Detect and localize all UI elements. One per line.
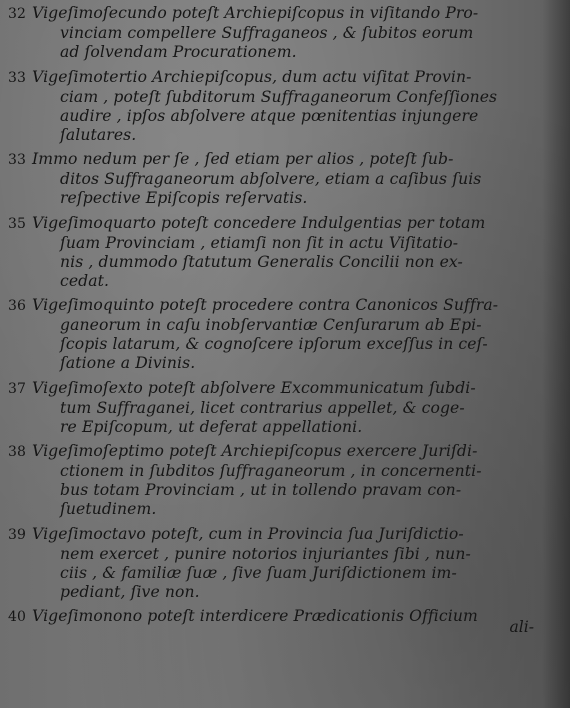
entry-number: 36 <box>8 298 27 314</box>
entry-line: 39 Vigeſimoctavo poteſt, cum in Provincia ſua Juriſdictio- <box>8 524 464 543</box>
entry-line: ciam , poteſt ſubditorum Suffraganeorum Confeſſiones <box>60 87 498 106</box>
entry-line: reſpective Epiſcopis reſervatis. <box>60 189 308 207</box>
entry-line: ſatione a Divinis. <box>60 354 196 372</box>
entry-line: 36 Vigeſimoquinto poteſt procedere contra Canonicos Suffra- <box>8 296 499 314</box>
entry-line: 37 Vigeſimoſexto poteſt abſolvere Excommunicatum ſubdi- <box>8 378 476 397</box>
catchword: ali- <box>509 618 534 636</box>
entry-39 <box>8 525 536 602</box>
entry-line: re Epiſcopum, ut deferat appellationi. <box>60 417 363 436</box>
entry-32 <box>8 4 536 62</box>
entry-line: ganeorum in caſu inobſervantiæ Cenſurarum ab Epi- <box>60 316 482 334</box>
entry-number: 35 <box>8 215 27 232</box>
entry-line: nis , dummodo ſtatutum Generalis Concilii non ex- <box>60 252 463 271</box>
entry-line: ſuam Provinciam , etiamſi non ſit in actu Viſitatio- <box>60 233 459 252</box>
entry-line: tum Suffraganei, licet contrarius appellet, & coge- <box>60 398 465 417</box>
entry-line: bus totam Provinciam , ut in tollendo pravam con- <box>60 481 462 499</box>
entry-40 <box>8 607 536 627</box>
entry-number: 37 <box>8 380 27 397</box>
entry-line: 33 Immo nedum per ſe , ſed etiam per alios , poteſt ſub- <box>8 150 454 168</box>
entry-line: nem exercet , punire notorios injuriantes ſibi , nun- <box>60 544 471 563</box>
entry-number: 39 <box>8 526 27 543</box>
entry-line: ſuetudinem. <box>60 500 157 518</box>
entry-line: 35 Vigeſimoquarto poteſt concedere Indulgentias per totam <box>8 213 486 232</box>
entry-number: 32 <box>8 6 27 22</box>
entry-number: 40 <box>8 609 27 625</box>
entry-number: 33 <box>8 152 27 168</box>
entry-line: ditos Suffraganeorum abſolvere, etiam a caſibus ſuis <box>60 170 482 188</box>
entry-line: 38 Vigeſimoſeptimo poteſt Archiepiſcopus exercere Juriſdi- <box>8 442 478 460</box>
entry-36 <box>8 296 536 373</box>
entry-line: cedat. <box>60 271 110 290</box>
entry-line: ſalutares. <box>60 125 137 144</box>
entry-35 <box>8 214 536 291</box>
entry-line: ctionem in ſubditos ſuffraganeorum , in concernenti- <box>60 462 482 480</box>
page-gutter-shadow <box>542 0 570 708</box>
entry-38 <box>8 442 536 519</box>
entry-line: ciis , & familiæ ſuæ , ſive ſuam Juriſdictionem im- <box>60 563 457 582</box>
entries-list <box>8 4 536 633</box>
entry-line: 40 Vigeſimonono poteſt interdicere Prædicationis Officium <box>8 607 478 625</box>
entry-33a <box>8 68 536 145</box>
entry-number: 33 <box>8 69 27 86</box>
entry-line: vinciam compellere Suffraganeos , & ſubitos eorum <box>60 24 474 42</box>
entry-line: audire , ipſos abſolvere atque pœnitentias injungere <box>60 106 479 125</box>
entry-line: 33 Vigeſimotertio Archiepiſcopus, dum actu viſitat Provin- <box>8 67 472 86</box>
entry-line: ſcopis latarum, & cognoſcere ipſorum exceſſus in ceſ- <box>60 335 488 353</box>
entry-line: ad ſolvendam Procurationem. <box>60 43 297 61</box>
entry-33b <box>8 150 536 208</box>
entry-line: pediant, ſive non. <box>60 582 200 601</box>
entry-line: 32 Vigeſimoſecundo poteſt Archiepiſcopus in viſitando Pro- <box>8 4 479 22</box>
entry-number: 38 <box>8 444 27 460</box>
entry-37 <box>8 379 536 437</box>
